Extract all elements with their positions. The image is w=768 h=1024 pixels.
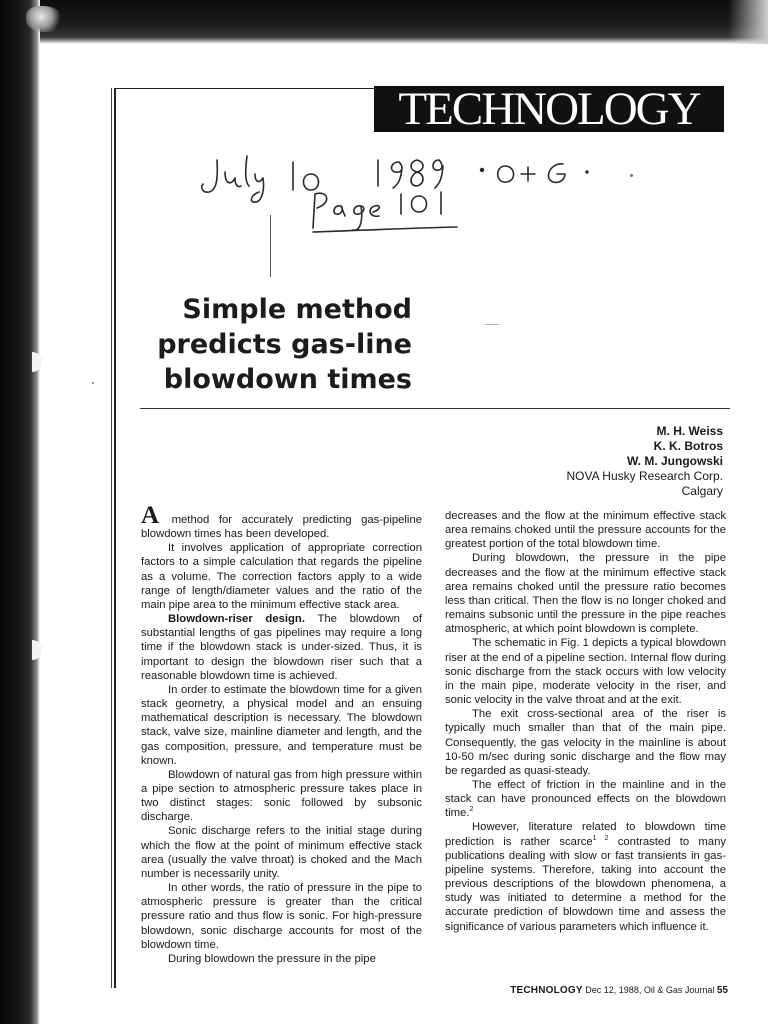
page-number: 55 xyxy=(716,985,728,996)
paragraph: In order to estimate the blowdown time for a given stack geometry, a physical model and an ensuing mathematical description is necessary. The blowdown stack, valve size, mainline diameter and length, and the gas composition, pressure, and temperature must be known. xyxy=(141,683,422,767)
paragraph-text: contrasted to many publications dealing with slow or fast transients in gas-pipeline systems. Therefore, taking into account the previous descriptions of the blowdown phenomena, a study was initiated to determine a method for the accurate prediction of blowdown time and assess the significance of various parameters which influence it. xyxy=(445,835,727,933)
scan-speck xyxy=(630,174,633,177)
frame-rule-left xyxy=(114,88,116,988)
scan-speck xyxy=(485,324,499,325)
drop-cap: A xyxy=(141,502,160,529)
paragraph: It involves application of appropriate correction factors to a simple calculation that regards the pipeline as a volume. The correction factors apply to a wide range of length/diameter values and the ratio of the main pipe area to the minimum effective stack area. xyxy=(141,542,422,611)
reference-marker: 1 2 xyxy=(592,834,609,842)
title-line: blowdown times xyxy=(163,364,412,395)
affiliation-line: Calgary xyxy=(681,484,723,498)
page-footer xyxy=(440,985,728,996)
paragraph: decreases and the flow at the minimum effective stack area remains choked until the pressure accounts for the greatest portion of the total blowdown time. xyxy=(445,510,726,551)
scan-speck xyxy=(92,382,94,384)
affiliation-line: NOVA Husky Research Corp. xyxy=(566,469,723,483)
author-name: K. K. Botros xyxy=(653,439,723,453)
title-line: Simple method xyxy=(182,294,412,325)
title-line: predicts gas-line xyxy=(157,329,412,360)
paragraph: During blowdown the pressure in the pipe xyxy=(168,952,376,965)
scan-fleck xyxy=(26,6,64,32)
paragraph-text: method for accurately predicting gas-pipeline blowdown times has been developed. xyxy=(141,514,423,541)
paragraph: Blowdown of natural gas from high pressure within a pipe section to atmospheric pressure takes place in two distinct stages: sonic followed by subsonic discharge. xyxy=(141,768,422,824)
paragraph-text: The effect of friction in the mainline and in the stack can have pronounced effects on the blowdown time. xyxy=(445,778,726,820)
frame-rule-left-thin xyxy=(111,88,112,988)
paragraph-text: The blowdown of substantial lengths of gas pipelines may require a long time if the blowdown stack is under-sized. Thus, it is important to design the blowdown riser such that a reasonable blowdown time is achieved. xyxy=(141,613,423,682)
frame-rule-top xyxy=(114,88,374,89)
paragraph: The exit cross-sectional area of the riser is typically much smaller than that of the main pipe. Consequently, the gas velocity in the mainline is about 10-50 m/sec during sonic discharge and the flow may be regarded as quasi-steady. xyxy=(445,708,726,777)
footer-issue: Dec 12, 1988, Oil & Gas Journal xyxy=(585,985,715,995)
punch-hole xyxy=(32,352,42,372)
byline xyxy=(430,424,723,499)
scan-shadow-top xyxy=(0,0,768,44)
section-banner: TECHNOLOGY xyxy=(374,86,724,132)
title-rule xyxy=(140,408,730,409)
author-name: W. M. Jungowski xyxy=(626,454,723,468)
scan-shadow-left xyxy=(0,0,40,1024)
paragraph-text: However, literature related to blowdown time prediction is rather scarce xyxy=(445,821,726,848)
body-column-left xyxy=(141,502,423,966)
paragraph xyxy=(141,612,422,683)
paragraph: The schematic in Fig. 1 depicts a typical blowdown riser at the end of a pipeline section. Internal flow during sonic discharge from the stack occurs with low velocity in the main pipe, moderate velocity in the riser, and sonic velocity in the valve throat and at the exit. xyxy=(445,637,726,707)
author-name: M. H. Weiss xyxy=(656,424,723,438)
paragraph: During blowdown, the pressure in the pipe decreases and the flow at the minimum effective stack area remains choked until the pressure ratio becomes less than critical. Then the flow is no longer choked and remains subsonic until the pressure in the pipe reaches atmospheric, at which point blowdown is complete. xyxy=(445,552,726,636)
paragraph: Sonic discharge refers to the initial stage during which the flow at the point of minimum effective stack area (usually the valve throat) is choked and the Mach number is necessarily unity. xyxy=(141,825,422,880)
paragraph: In other words, the ratio of pressure in the pipe to atmospheric pressure is greater than the critical pressure ratio and thus flow is sonic. For high-pressure blowdown, sonic discharge accounts for most of the blowdown time. xyxy=(141,882,422,951)
reference-marker: 2 xyxy=(469,806,474,814)
handwritten-note xyxy=(195,148,595,238)
paragraph xyxy=(445,820,726,933)
paragraph xyxy=(141,502,423,541)
section-heading: Blowdown-riser design. xyxy=(168,613,305,626)
footer-section: TECHNOLOGY xyxy=(510,985,583,996)
article-title xyxy=(150,292,412,397)
hairline-mark xyxy=(270,215,271,277)
paragraph xyxy=(445,778,726,820)
body-column-right xyxy=(445,509,726,934)
punch-hole xyxy=(32,640,42,660)
